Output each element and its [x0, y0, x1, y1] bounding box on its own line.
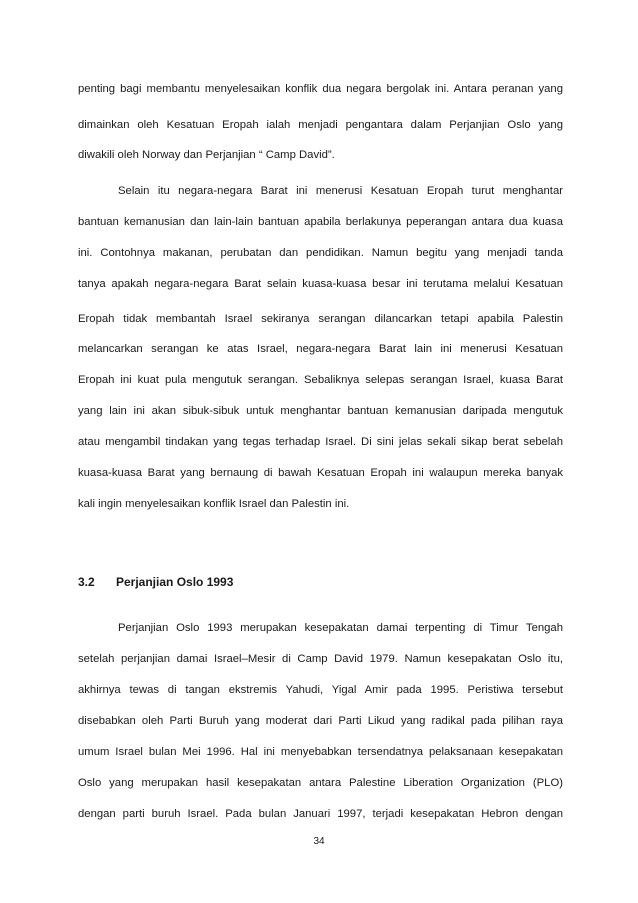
paragraph-2-line-9: atau mengambil tindakan yang tegas terhadap Israel. Di sini jelas sekali sikap berat sebelah — [78, 436, 563, 448]
paragraph-2-line-6: melancarkan serangan ke atas Israel, negara-negara Barat lain ini menerusi Kesatuan — [78, 343, 563, 355]
section-number: 3.2 — [78, 575, 95, 589]
section-title: Perjanjian Oslo 1993 — [116, 575, 234, 589]
paragraph-2-line-11: kali ingin menyelesaikan konflik Israel dan Palestin ini. — [78, 498, 350, 510]
paragraph-2-line-2: bantuan kemanusian dan lain-lain bantuan apabila berlakunya peperangan antara dua kuasa — [78, 216, 563, 228]
page-number: 34 — [313, 836, 325, 847]
paragraph-3-line-5: umum Israel bulan Mei 1996. Hal ini menyebabkan tersendatnya pelaksanaan kesepakatan — [78, 746, 563, 758]
paragraph-3-line-7: dengan parti buruh Israel. Pada bulan Januari 1997, terjadi kesepakatan Hebron dengan — [78, 808, 563, 820]
paragraph-1-line-3: diwakili oleh Norway dan Perjanjian “ Camp David”. — [78, 149, 335, 161]
paragraph-3-line-6: Oslo yang merupakan hasil kesepakatan antara Palestine Liberation Organization (PLO) — [78, 777, 563, 789]
paragraph-3-line-2: setelah perjanjian damai Israel–Mesir di Camp David 1979. Namun kesepakatan Oslo itu, — [78, 653, 563, 665]
paragraph-2-line-7: Eropah ini kuat pula mengutuk serangan. Sebaliknya selepas serangan Israel, kuasa Barat — [78, 374, 563, 386]
paragraph-2-line-10: kuasa-kuasa Barat yang bernaung di bawah Kesatuan Eropah ini walaupun mereka banyak — [78, 467, 563, 479]
paragraph-2-line-4: tanya apakah negara-negara Barat selain kuasa-kuasa besar ini terutama melalui Kesatuan — [78, 278, 563, 290]
paragraph-2-line-8: yang lain ini akan sibuk-sibuk untuk menghantar bantuan kemanusian daripada mengutuk — [78, 405, 563, 417]
paragraph-3-line-4: disebabkan oleh Parti Buruh yang moderat dari Parti Likud yang radikal pada pilihan raya — [78, 715, 563, 727]
paragraph-2-line-1: Selain itu negara-negara Barat ini menerusi Kesatuan Eropah turut menghantar — [118, 185, 563, 197]
paragraph-1-line-2: dimainkan oleh Kesatuan Eropah ialah menjadi pengantara dalam Perjanjian Oslo yang — [78, 119, 563, 131]
paragraph-1-line-1: penting bagi membantu menyelesaikan konflik dua negara bergolak ini. Antara peranan yang — [78, 83, 563, 95]
paragraph-3-line-3: akhirnya tewas di tangan ekstremis Yahudi, Yigal Amir pada 1995. Peristiwa tersebut — [78, 684, 563, 696]
paragraph-2-line-3: ini. Contohnya makanan, perubatan dan pendidikan. Namun begitu yang menjadi tanda — [78, 247, 563, 259]
paragraph-2-line-5: Eropah tidak membantah Israel sekiranya serangan dilancarkan tetapi apabila Palestin — [78, 313, 563, 325]
paragraph-3-line-1: Perjanjian Oslo 1993 merupakan kesepakatan damai terpenting di Timur Tengah — [118, 622, 563, 634]
